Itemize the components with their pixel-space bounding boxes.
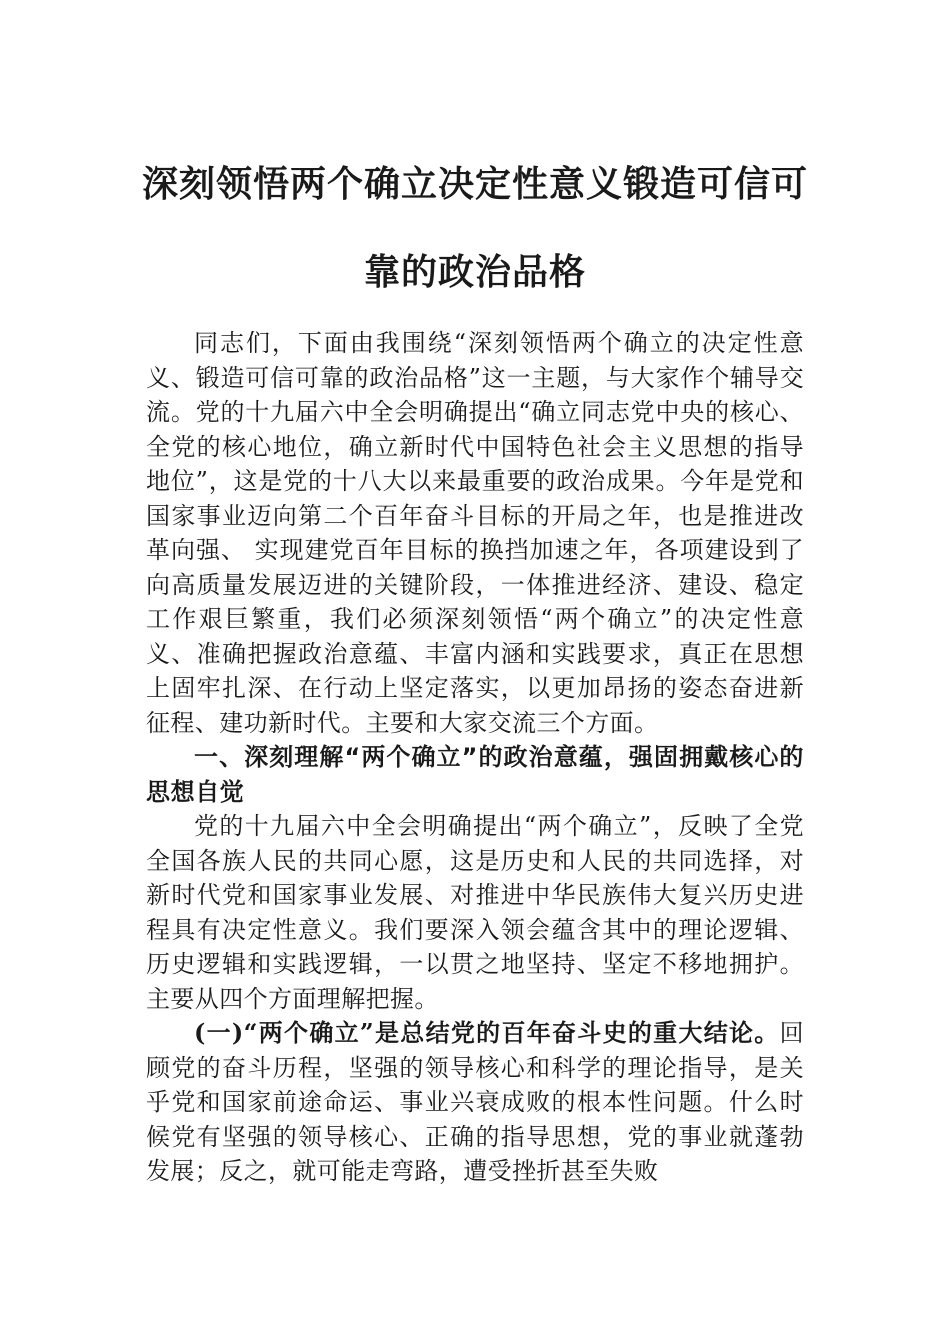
subsection-1-lead: (一)“两个确立”是总结党的百年奋斗史的重大结论。 (194, 1018, 780, 1047)
title-line-2: 靠的政治品格 (363, 251, 586, 293)
title-line-1: 深刻领悟两个确立决定性意义锻造可信可 (141, 163, 808, 205)
document-title (140, 140, 810, 316)
section-heading-1: 一、深刻理解“两个确立”的政治意蕴，强固拥戴核心的思想自觉 (146, 743, 804, 806)
document-body (146, 326, 804, 1189)
subsection-1-text: 回顾党的奋斗历程，坚强的领导核心和科学的理论指导，是关乎党和国家前途命运、事业兴衰成败的根本性问题。什么时候党有坚强的领导核心、正确的指导思想，党的事业就蓬勃发展；反之，就可能走弯路，遭受挫折甚至失败 (146, 1019, 804, 1185)
section-1-paragraph: 党的十九届六中全会明确提出“两个确立”，反映了全党全国各族人民的共同心愿，这是历史和人民的共同选择，对新时代党和国家事业发展、对推进中华民族伟大复兴历史进程具有决定性意义。我们要深入领会蕴含其中的理论逻辑、历史逻辑和实践逻辑，一以贯之地坚持、坚定不移地拥护。主要从四个方面理解把握。 (146, 812, 804, 1013)
intro-paragraph: 同志们，下面由我围绕“深刻领悟两个确立的决定性意义、锻造可信可靠的政治品格”这一主题，与大家作个辅导交流。党的十九届六中全会明确提出“确立同志党中央的核心、全党的核心地位，确立新时代中国特色社会主义思想的指导地位”，这是党的十八大以来最重要的政治成果。今年是党和国家事业迈向第二个百年奋斗目标的开局之年，也是推进改革向强、 实现建党百年目标的换挡加速之年，各项建设到了向高质量发展迈进的关键阶段，一体推进经济、建设、稳定工作艰巨繁重，我们必须深刻领悟“两个确立”的决定性意义、准确把握政治意蕴、丰富内涵和实践要求，真正在思想上固牢扎深、在行动上坚定落实，以更加昂扬的姿态奋进新征程、建功新时代。主要和大家交流三个方面。 (146, 329, 804, 737)
subsection-1-paragraph (146, 1016, 804, 1189)
